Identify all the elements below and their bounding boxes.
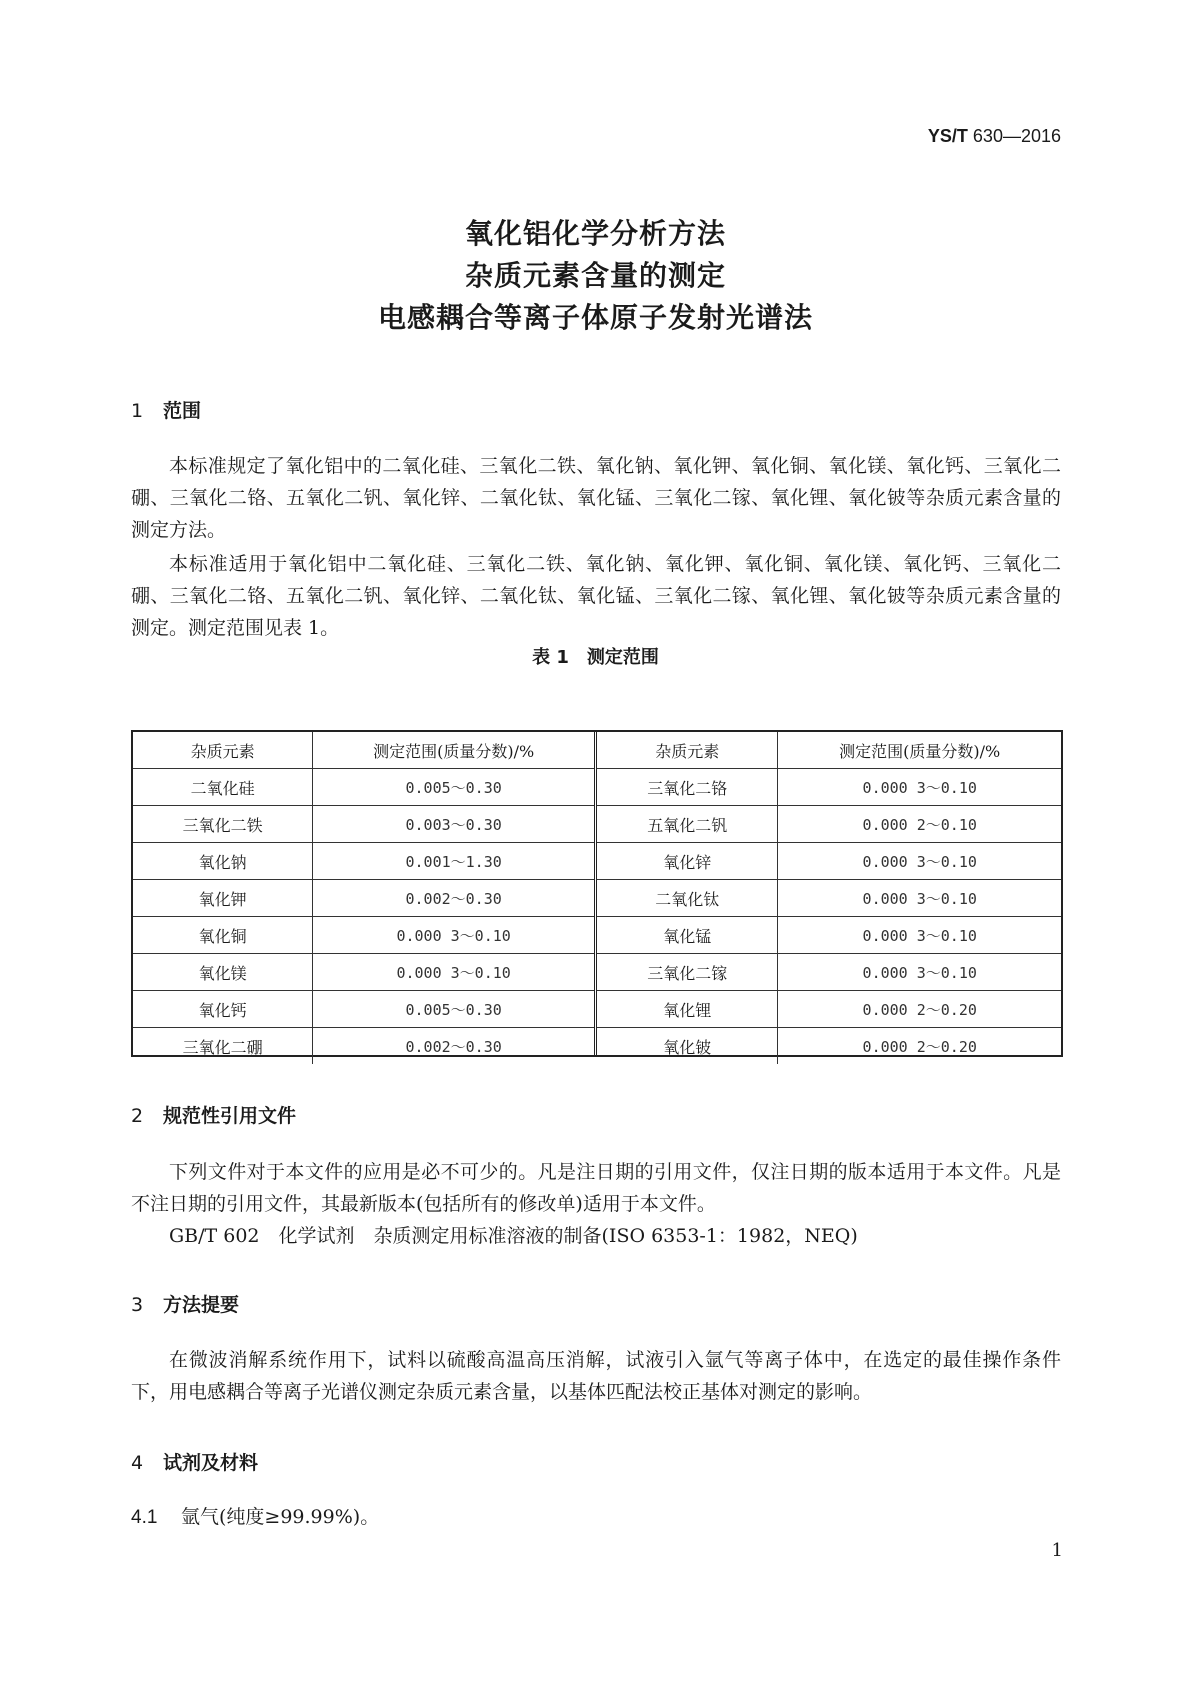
- range-cell: 0.000 3～0.10: [778, 843, 1061, 880]
- page-number: 1: [1051, 1540, 1063, 1561]
- range-cell: 0.000 2～0.20: [862, 1037, 977, 1056]
- range-cell: 0.000 3～0.10: [778, 954, 1061, 991]
- table-row: [597, 991, 1061, 1028]
- range-cell: 0.003～0.30: [313, 806, 594, 843]
- table-row: [597, 917, 1061, 954]
- range-cell: 0.000 2～0.20: [778, 991, 1061, 1028]
- header-element: 杂质元素: [133, 732, 313, 769]
- element-cell: 氧化铍: [597, 1028, 778, 1065]
- header-element: 杂质元素: [597, 732, 778, 769]
- title-line-3: 电感耦合等离子体原子发射光谱法: [377, 301, 813, 334]
- table-row: [597, 1028, 1061, 1065]
- element-cell: 氧化钾: [133, 880, 313, 917]
- table-right-half: [597, 732, 1061, 1055]
- section-2-heading: [131, 1101, 296, 1128]
- title-line-2: 杂质元素含量的测定: [464, 259, 726, 292]
- element-cell: 二氧化钛: [597, 880, 778, 917]
- element-cell: 氧化锌: [597, 843, 778, 880]
- table-row: [597, 806, 1061, 843]
- element-cell: 氧化钠: [133, 843, 313, 880]
- section-number: 4: [131, 1452, 144, 1474]
- range-cell: 0.005～0.30: [313, 991, 594, 1028]
- table-caption: 表 1 测定范围: [532, 647, 659, 668]
- element-cell: 二氧化硅: [133, 769, 313, 806]
- header-range: 测定范围(质量分数)/%: [313, 732, 594, 769]
- table-row: [133, 880, 594, 917]
- section-number: 1: [131, 400, 144, 422]
- range-cell: 0.000 3～0.10: [778, 769, 1061, 806]
- section-title: 规范性引用文件: [163, 1105, 297, 1127]
- section-title: 试剂及材料: [163, 1452, 259, 1474]
- section-number: 2: [131, 1105, 144, 1127]
- section-1-paragraph-2: 本标准适用于氧化铝中二氧化硅、三氧化二铁、氧化钠、氧化钾、氧化铜、氧化镁、氧化钙、三氧化二硼、三氧化二铬、五氧化二钒、氧化锌、二氧化钛、氧化锰、三氧化二镓、氧化锂、氧化铍等杂质元素含量的测定。测定范围见表 1。: [131, 553, 1061, 639]
- section-title: 方法提要: [163, 1294, 240, 1316]
- section-1-paragraph-1: 本标准规定了氧化铝中的二氧化硅、三氧化二铁、氧化钠、氧化钾、氧化铜、氧化镁、氧化钙、三氧化二硼、三氧化二铬、五氧化二钒、氧化锌、二氧化钛、氧化锰、三氧化二镓、氧化锂、氧化铍等杂质元素含量的测定方法。: [131, 455, 1061, 541]
- element-cell: 三氧化二镓: [597, 954, 778, 991]
- element-cell: 氧化铜: [133, 917, 313, 954]
- item-text: 氩气(纯度≥99.99%)。: [181, 1506, 380, 1528]
- range-cell: 0.002～0.30: [405, 1037, 502, 1056]
- standard-number: 630—2016: [972, 126, 1061, 146]
- title-line-1: 氧化铝化学分析方法: [464, 217, 726, 250]
- range-cell: 0.001～1.30: [313, 843, 594, 880]
- table-left-half: [133, 732, 597, 1055]
- table-row: [133, 806, 594, 843]
- header-range: 测定范围(质量分数)/%: [778, 732, 1061, 769]
- item-number: 4.1: [131, 1507, 158, 1528]
- section-3-heading: [131, 1290, 239, 1317]
- standard-code: [928, 126, 1061, 147]
- standard-prefix: YS/T: [927, 126, 968, 146]
- table-row: [133, 1028, 594, 1065]
- section-1-heading: [131, 396, 201, 423]
- range-cell: 0.000 2～0.10: [778, 806, 1061, 843]
- section-number: 3: [131, 1294, 144, 1316]
- table-row: [133, 954, 594, 991]
- element-cell: 三氧化二铬: [597, 769, 778, 806]
- element-cell: 氧化锰: [597, 917, 778, 954]
- section-4-item-1: [131, 1502, 379, 1529]
- element-cell: 五氧化二钒: [597, 806, 778, 843]
- range-cell: 0.000 3～0.10: [778, 880, 1061, 917]
- range-table: [131, 730, 1063, 1057]
- range-cell: 0.000 3～0.10: [313, 954, 594, 991]
- table-row: [133, 843, 594, 880]
- table-row: [597, 880, 1061, 917]
- table-row: [133, 769, 594, 806]
- section-2-reference: GB/T 602 化学试剂 杂质测定用标准溶液的制备(ISO 6353-1：1982，NEQ): [169, 1225, 858, 1247]
- table-row: [133, 917, 594, 954]
- section-4-heading: [131, 1448, 258, 1475]
- table-row: [597, 769, 1061, 806]
- table-header-row: [133, 732, 594, 769]
- table-header-row: [597, 732, 1061, 769]
- element-cell: 氧化锂: [597, 991, 778, 1028]
- range-cell: 0.005～0.30: [313, 769, 594, 806]
- range-cell: 0.002～0.30: [313, 880, 594, 917]
- table-row: [597, 843, 1061, 880]
- element-cell: 三氧化二铁: [133, 806, 313, 843]
- section-title: 范围: [163, 400, 202, 422]
- range-cell: 0.000 3～0.10: [778, 917, 1061, 954]
- range-cell: 0.000 3～0.10: [313, 917, 594, 954]
- section-3-paragraph-1: 在微波消解系统作用下，试料以硫酸高温高压消解，试液引入氩气等离子体中，在选定的最佳操作条件下，用电感耦合等离子光谱仪测定杂质元素含量，以基体匹配法校正基体对测定的影响。: [131, 1349, 1061, 1403]
- table-row: [597, 954, 1061, 991]
- element-cell: 氧化镁: [133, 954, 313, 991]
- element-cell: 三氧化二硼: [133, 1028, 313, 1065]
- section-2-paragraph-1: 下列文件对于本文件的应用是必不可少的。凡是注日期的引用文件，仅注日期的版本适用于本文件。凡是不注日期的引用文件，其最新版本(包括所有的修改单)适用于本文件。: [131, 1161, 1061, 1215]
- element-cell: 氧化钙: [133, 991, 313, 1028]
- table-row: [133, 991, 594, 1028]
